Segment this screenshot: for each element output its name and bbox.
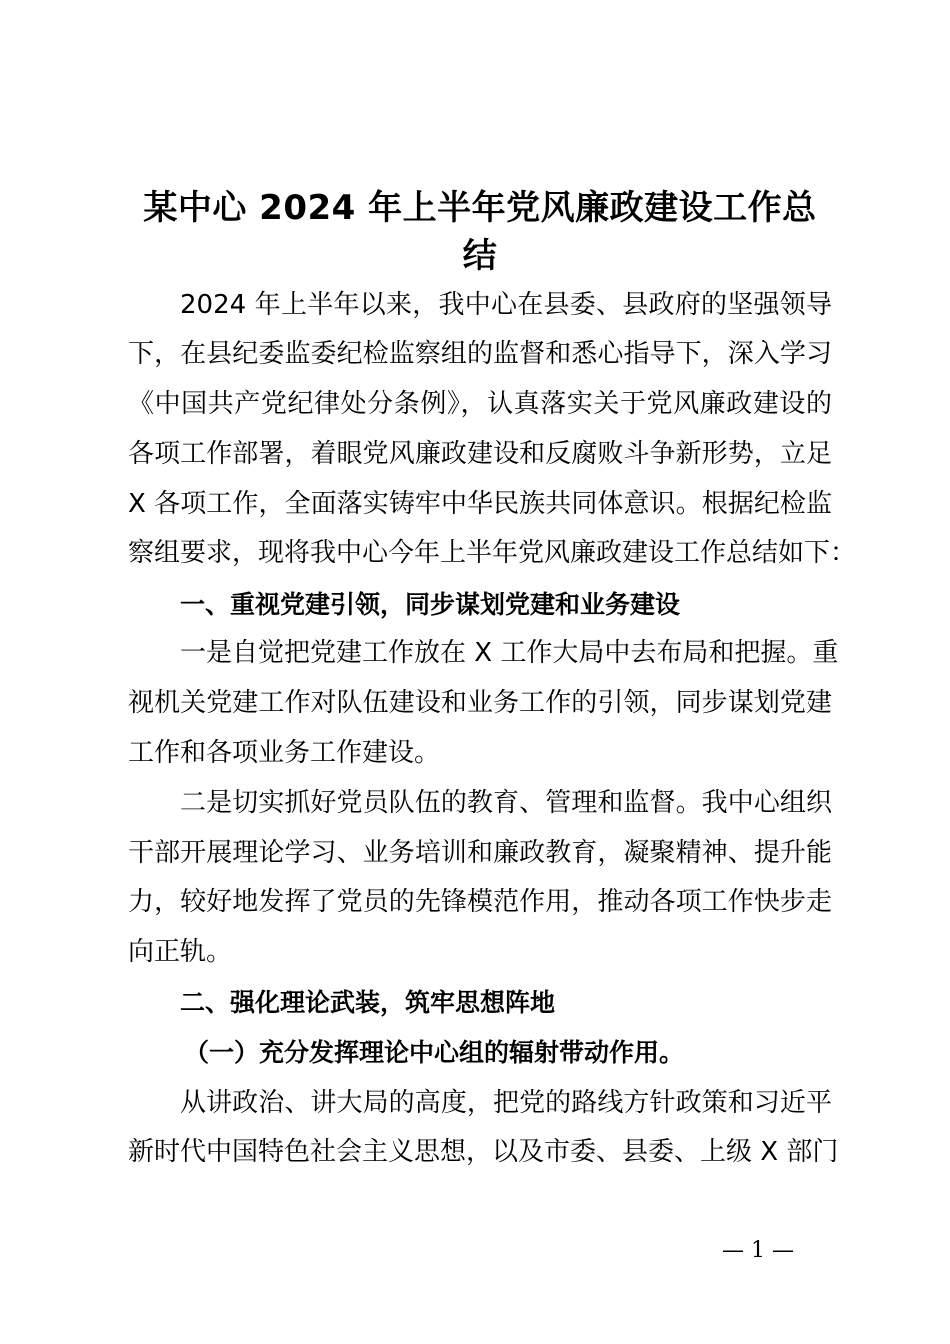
intro-line: 2024 年上半年以来，我中心在县委、县政府的坚强领导 — [180, 290, 832, 320]
intro-line: 各项工作部署，着眼党风廉政建设和反腐败斗争新形势，立足 — [128, 439, 832, 469]
section-1-para-2-line: 二是切实抓好党员队伍的教育、管理和监督。我中心组织 — [180, 788, 832, 818]
document-title-line-2: 结 — [462, 236, 498, 276]
section-2-subheading-1: （一）充分发挥理论中心组的辐射带动作用。 — [184, 1038, 685, 1067]
intro-line: 《中国共产党纪律处分条例》，认真落实关于党风廉政建设的 — [128, 389, 832, 419]
section-1-para-1-line: 视机关党建工作对队伍建设和业务工作的引领，同步谋划党建 — [128, 688, 832, 718]
intro-line: X 各项工作，全面落实铸牢中华民族共同体意识。根据纪检监 — [128, 489, 832, 519]
section-1-heading: 一、重视党建引领，同步谋划党建和业务建设 — [180, 590, 681, 619]
section-2-heading: 二、强化理论武装，筑牢思想阵地 — [180, 988, 556, 1017]
section-1-para-2-line: 力，较好地发挥了党员的先锋模范作用，推动各项工作快步走 — [128, 887, 832, 917]
document-title-line-1: 某中心 2024 年上半年党风廉政建设工作总 — [143, 188, 817, 228]
intro-line: 察组要求，现将我中心今年上半年党风廉政建设工作总结如下： — [128, 538, 857, 568]
section-2-para-1-line: 新时代中国特色社会主义思想，以及市委、县委、上级 X 部门 — [128, 1137, 839, 1167]
section-1-para-1-line: 工作和各项业务工作建设。 — [128, 738, 441, 768]
intro-line: 下，在县纪委监委纪检监察组的监督和悉心指导下，深入学习 — [128, 339, 832, 369]
section-1-para-1-line: 一是自觉把党建工作放在 X 工作大局中去布局和把握。重 — [180, 638, 839, 668]
section-1-para-2-line: 干部开展理论学习、业务培训和廉政教育，凝聚精神、提升能 — [128, 838, 832, 868]
section-2-para-1-line: 从讲政治、讲大局的高度，把党的路线方针政策和习近平 — [180, 1088, 832, 1118]
page-number: — 1 — — [722, 1238, 794, 1263]
section-1-para-2-line: 向正轨。 — [128, 937, 233, 967]
